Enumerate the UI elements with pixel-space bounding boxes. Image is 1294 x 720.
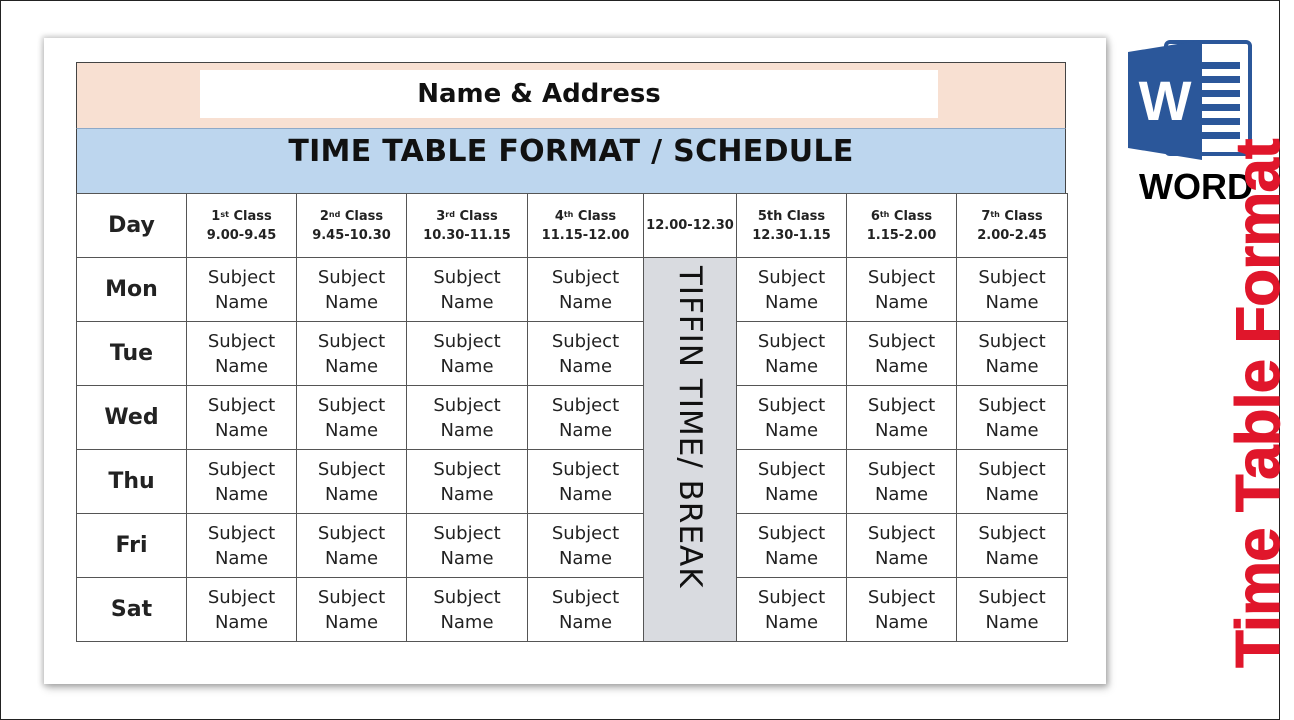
timetable-grid xyxy=(76,193,1068,642)
name-line: Name xyxy=(874,547,929,569)
name-line: Name xyxy=(985,291,1039,313)
name-line: Name xyxy=(764,611,819,633)
subject-cell[interactable] xyxy=(737,450,847,514)
subject-line: Subject xyxy=(433,394,501,416)
name-line: Name xyxy=(874,419,929,441)
name-line: Name xyxy=(985,547,1039,569)
subject-cell[interactable] xyxy=(187,386,297,450)
subject-line: Subject xyxy=(978,330,1046,352)
name-line: Name xyxy=(985,355,1039,377)
subject-cell[interactable] xyxy=(297,386,407,450)
subject-line: Subject xyxy=(757,458,826,480)
subject-line: Subject xyxy=(757,522,826,544)
subject-cell[interactable] xyxy=(297,450,407,514)
name-line: Name xyxy=(764,291,819,313)
subject-cell[interactable] xyxy=(407,578,528,642)
subject-line: Subject xyxy=(867,266,936,288)
class-header-time: 10.30-11.15 xyxy=(423,227,511,243)
table-row xyxy=(77,514,1068,578)
table-row xyxy=(77,578,1068,642)
subject-line: Subject xyxy=(207,586,276,608)
word-label: WORD xyxy=(1139,166,1253,207)
name-line: Name xyxy=(440,483,494,505)
class-header-3 xyxy=(407,194,528,258)
subject-cell[interactable] xyxy=(187,258,297,322)
subject-cell[interactable] xyxy=(957,578,1068,642)
subject-line: Subject xyxy=(551,394,620,416)
subject-line: Subject xyxy=(317,330,386,352)
subject-line: Subject xyxy=(757,394,826,416)
class-header-4 xyxy=(528,194,644,258)
class-header-7 xyxy=(957,194,1068,258)
class-header-label: 5th Class xyxy=(757,208,826,224)
day-cell: Mon xyxy=(77,258,187,322)
class-header-label: 4th Class xyxy=(554,208,617,224)
subject-line: Subject xyxy=(207,522,276,544)
subject-cell[interactable] xyxy=(297,578,407,642)
name-line: Name xyxy=(440,355,494,377)
word-logo-letter: W xyxy=(1138,69,1192,132)
name-line: Name xyxy=(558,611,613,633)
day-cell: Tue xyxy=(77,322,187,386)
name-line: Name xyxy=(440,419,494,441)
table-row xyxy=(77,450,1068,514)
subject-cell[interactable] xyxy=(737,514,847,578)
name-line: Name xyxy=(324,483,379,505)
class-header-time: 9.45-10.30 xyxy=(312,227,391,243)
subject-cell[interactable] xyxy=(528,322,644,386)
name-line: Name xyxy=(558,355,613,377)
subject-cell[interactable] xyxy=(847,578,957,642)
subject-cell[interactable] xyxy=(297,258,407,322)
subject-line: Subject xyxy=(867,586,936,608)
day-cell: Fri xyxy=(77,514,187,578)
subject-line: Subject xyxy=(207,394,276,416)
subject-cell[interactable] xyxy=(528,258,644,322)
name-line: Name xyxy=(214,611,269,633)
subject-cell[interactable] xyxy=(297,514,407,578)
subject-cell[interactable] xyxy=(847,386,957,450)
name-line: Name xyxy=(558,419,613,441)
class-header-time: 12.00-12.30 xyxy=(646,218,734,233)
name-line: Name xyxy=(874,291,929,313)
subject-line: Subject xyxy=(757,266,826,288)
subject-line: Subject xyxy=(551,458,620,480)
table-row xyxy=(77,258,1068,322)
break-text: TIFFIN TIME/ BREAK xyxy=(672,266,708,589)
header-row xyxy=(77,194,1068,258)
subject-cell[interactable] xyxy=(528,386,644,450)
subject-cell[interactable] xyxy=(957,386,1068,450)
day-header: Day xyxy=(77,194,187,258)
subject-line: Subject xyxy=(207,266,276,288)
subject-cell[interactable] xyxy=(847,258,957,322)
vertical-title: Time Table Format xyxy=(1224,139,1293,668)
name-line: Name xyxy=(558,547,613,569)
subject-cell[interactable] xyxy=(528,450,644,514)
subject-line: Subject xyxy=(978,586,1046,608)
subject-line: Subject xyxy=(317,522,386,544)
name-line: Name xyxy=(214,419,269,441)
name-line: Name xyxy=(214,547,269,569)
break-column xyxy=(644,258,737,642)
subject-cell[interactable] xyxy=(187,514,297,578)
class-header-time: 12.30-1.15 xyxy=(752,227,831,243)
class-header-time: 2.00-2.45 xyxy=(977,227,1047,243)
name-line: Name xyxy=(764,419,819,441)
name-address-box xyxy=(200,70,938,118)
table-row xyxy=(77,322,1068,386)
name-line: Name xyxy=(324,611,379,633)
timetable-title xyxy=(76,128,1066,194)
subject-cell[interactable] xyxy=(957,258,1068,322)
subject-line: Subject xyxy=(317,586,386,608)
class-header-label: 6th Class xyxy=(870,208,933,224)
name-line: Name xyxy=(214,483,269,505)
subject-line: Subject xyxy=(867,522,936,544)
subject-cell[interactable] xyxy=(407,514,528,578)
name-line: Name xyxy=(874,355,929,377)
subject-line: Subject xyxy=(867,330,936,352)
subject-cell[interactable] xyxy=(407,386,528,450)
subject-cell[interactable] xyxy=(407,450,528,514)
subject-line: Subject xyxy=(551,586,620,608)
subject-cell[interactable] xyxy=(187,322,297,386)
class-header-label: 2nd Class xyxy=(319,208,384,224)
class-header-time: 11.15-12.00 xyxy=(541,227,630,243)
name-line: Name xyxy=(985,419,1039,441)
name-line: Name xyxy=(558,483,613,505)
subject-line: Subject xyxy=(867,394,936,416)
subject-line: Subject xyxy=(757,586,826,608)
subject-line: Subject xyxy=(757,330,826,352)
subject-cell[interactable] xyxy=(528,514,644,578)
name-line: Name xyxy=(985,483,1039,505)
subject-line: Subject xyxy=(978,522,1046,544)
subject-cell[interactable] xyxy=(847,514,957,578)
name-line: Name xyxy=(440,291,494,313)
subject-cell[interactable] xyxy=(297,322,407,386)
subject-cell[interactable] xyxy=(847,322,957,386)
name-address-text: Name & Address xyxy=(417,79,661,109)
subject-cell[interactable] xyxy=(957,514,1068,578)
subject-line: Subject xyxy=(317,394,386,416)
subject-cell[interactable] xyxy=(737,578,847,642)
name-line: Name xyxy=(874,611,929,633)
class-header-time: 1.15-2.00 xyxy=(866,227,937,243)
class-header-5 xyxy=(737,194,847,258)
name-line: Name xyxy=(764,483,819,505)
subject-cell[interactable] xyxy=(957,450,1068,514)
subject-line: Subject xyxy=(433,330,501,352)
subject-line: Subject xyxy=(978,394,1046,416)
subject-cell[interactable] xyxy=(187,450,297,514)
subject-line: Subject xyxy=(978,458,1046,480)
name-line: Name xyxy=(214,291,269,313)
class-header-label: 7th Class xyxy=(981,208,1043,224)
subject-line: Subject xyxy=(978,266,1046,288)
subject-line: Subject xyxy=(207,330,276,352)
subject-cell[interactable] xyxy=(407,322,528,386)
subject-cell[interactable] xyxy=(737,386,847,450)
class-header-6 xyxy=(847,194,957,258)
subject-line: Subject xyxy=(551,522,620,544)
subject-cell[interactable] xyxy=(737,322,847,386)
subject-line: Subject xyxy=(867,458,936,480)
timetable-title-text: TIME TABLE FORMAT / SCHEDULE xyxy=(288,134,854,169)
name-line: Name xyxy=(764,355,819,377)
class-header-label: 3rd Class xyxy=(436,208,498,224)
day-cell: Sat xyxy=(77,578,187,642)
name-line: Name xyxy=(985,611,1039,633)
subject-cell[interactable] xyxy=(187,578,297,642)
name-line: Name xyxy=(324,355,379,377)
subject-line: Subject xyxy=(317,266,386,288)
subject-line: Subject xyxy=(207,458,276,480)
subject-cell[interactable] xyxy=(957,322,1068,386)
name-line: Name xyxy=(214,355,269,377)
day-cell: Wed xyxy=(77,386,187,450)
class-header-label: 1st Class xyxy=(211,208,272,224)
subject-line: Subject xyxy=(433,266,501,288)
table-row xyxy=(77,386,1068,450)
name-line: Name xyxy=(324,547,379,569)
class-header-2 xyxy=(297,194,407,258)
subject-cell[interactable] xyxy=(407,258,528,322)
subject-line: Subject xyxy=(433,522,501,544)
name-line: Name xyxy=(440,611,494,633)
subject-cell[interactable] xyxy=(528,578,644,642)
break-time-header xyxy=(644,194,737,258)
class-header-1 xyxy=(187,194,297,258)
subject-line: Subject xyxy=(317,458,386,480)
subject-line: Subject xyxy=(433,458,501,480)
class-header-time: 9.00-9.45 xyxy=(206,227,277,243)
subject-cell[interactable] xyxy=(847,450,957,514)
subject-cell[interactable] xyxy=(737,258,847,322)
name-line: Name xyxy=(558,291,613,313)
subject-line: Subject xyxy=(551,266,620,288)
day-cell: Thu xyxy=(77,450,187,514)
name-line: Name xyxy=(324,291,379,313)
name-line: Name xyxy=(874,483,929,505)
subject-line: Subject xyxy=(433,586,501,608)
subject-line: Subject xyxy=(551,330,620,352)
name-line: Name xyxy=(324,419,379,441)
name-line: Name xyxy=(440,547,494,569)
name-line: Name xyxy=(764,547,819,569)
